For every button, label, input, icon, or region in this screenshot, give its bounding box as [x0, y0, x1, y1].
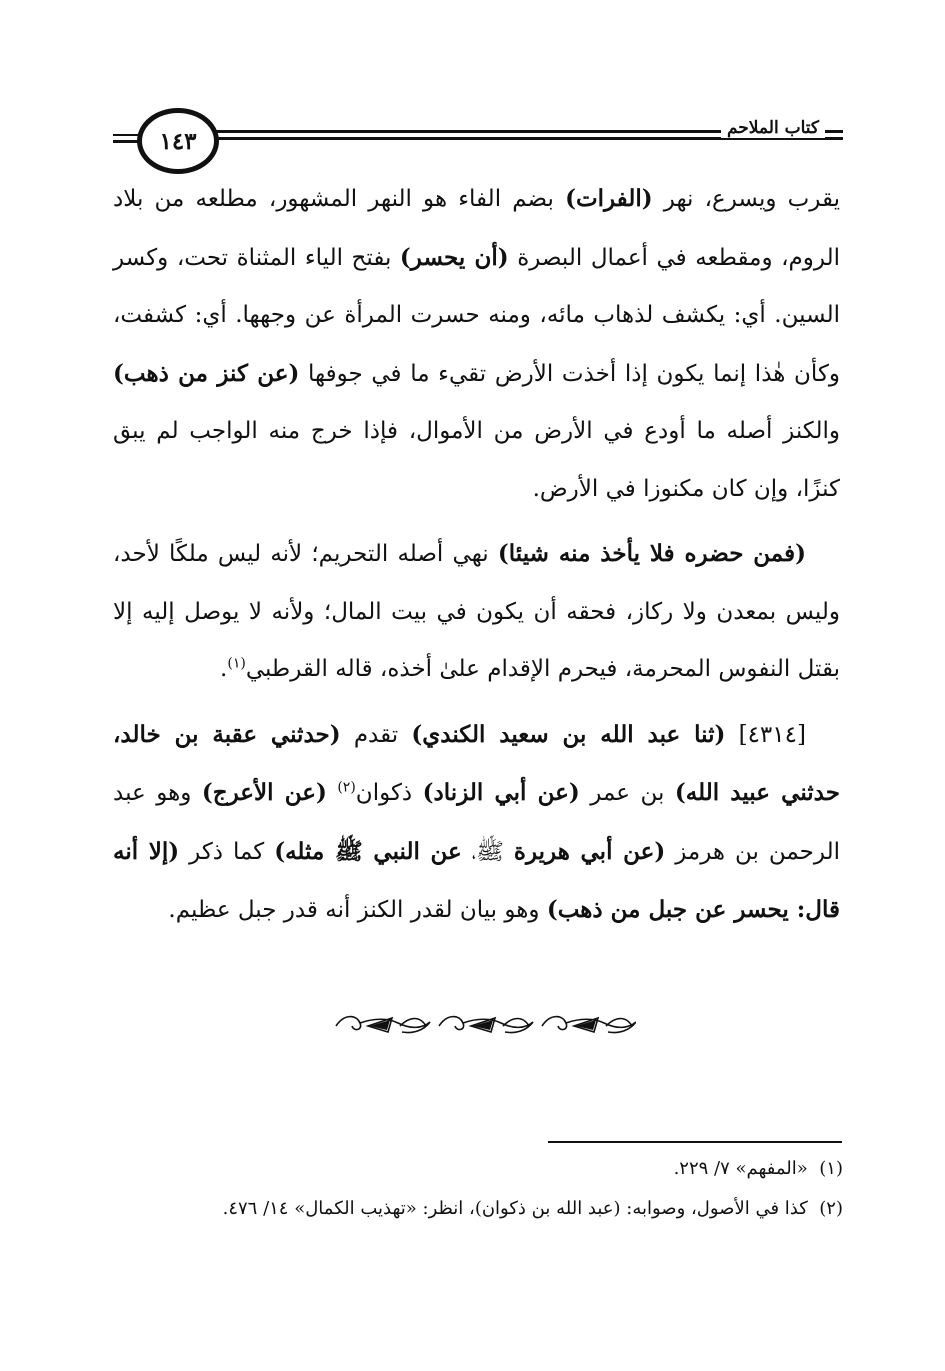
bold-quote: (عن أبي الزناد): [422, 779, 580, 806]
text-run: بضم الفاء هو النهر المشهور، مطلعه من بلاد الروم، ومقطعه في أعمال البصرة: [113, 186, 840, 271]
bold-quote: (عن كنز من ذهب): [113, 359, 300, 387]
page-number: ١٤٣: [159, 127, 197, 155]
bold-quote: (عن الأعرج): [201, 779, 327, 806]
paragraph: [113, 525, 840, 699]
text-run: ذكوان: [355, 780, 423, 806]
text-run: تقدم: [340, 721, 412, 748]
bold-quote: عن النبي ﷺ مثله): [274, 837, 462, 865]
bold-quote: (فمن حضره فلا يأخذ منه شيئا): [497, 540, 806, 567]
paragraph: [113, 170, 840, 518]
footnote-text: كذا في الأصول، وصوابه: (عبد الله بن ذكوان)، انظر: «تهذيب الكمال» ١٤/ ٤٧٦.: [222, 1198, 808, 1219]
text-run: وهو بيان لقدر الكنز أنه قدر جبل عظيم.: [168, 897, 547, 923]
footnote: [113, 1151, 843, 1187]
text-run: بن عمر: [579, 780, 675, 806]
text-run: كما ذكر: [179, 838, 275, 865]
text-run: يقرب ويسرع، نهر: [652, 186, 840, 212]
footnotes: [113, 1151, 843, 1231]
bold-quote: (إلا أنه قال: يحسر عن جبل من ذهب): [113, 837, 840, 923]
text-run: [327, 780, 338, 806]
text-run: ﷺ،: [461, 838, 514, 865]
floral-divider-icon: [330, 1006, 636, 1040]
bold-quote: (عن أبي هريرة: [513, 837, 666, 865]
text-run: والكنز أصله ما أودع في الأرض من الأموال، فإذا خرج منه الواجب لم يبق كنزًا، وإن كان مكنوزا في الأرض.: [113, 418, 840, 502]
text-run: وهو عبد الرحمن بن هرمز: [113, 780, 840, 865]
footnote: [113, 1191, 843, 1227]
page-number-circle: [137, 108, 219, 174]
bold-quote: (حدثني عقبة بن خالد، حدثني عبيد الله): [113, 720, 840, 806]
footnote-ref[interactable]: (١): [227, 655, 246, 672]
running-title: كتاب الملاحم: [721, 118, 825, 138]
footnote-ref[interactable]: (٢): [337, 779, 356, 796]
footnote-separator: [548, 1141, 842, 1143]
hadith-number: [٤٣١٤]: [725, 721, 806, 748]
bold-quote: (ثنا عبد الله بن سعيد الكندي): [411, 720, 726, 748]
text-run: نهي أصله التحريم؛ لأنه ليس ملكًا لأحد، وليس بمعدن ولا ركاز، فحقه أن يكون في بيت المال؛ ولأنه لا يوصل إليه إلا بقتل النفوس المحرمة، فيحرم الإقدام علىٰ أخذه، قاله القرطبي: [113, 541, 840, 682]
bold-quote: (الفرات): [565, 185, 653, 212]
footnote-number: (٢): [819, 1198, 843, 1219]
text-run: .: [220, 656, 228, 682]
text-run: بفتح الياء المثناة تحت، وكسر السين. أي: يكشف لذهاب مائه، ومنه حسرت المرأة عن وجهها. أي: كشفت، وكأن هٰذا إنما يكون إذا أخذت الأرض تقيء ما في جوفها: [113, 244, 840, 387]
paragraph: [113, 706, 840, 940]
bold-quote: (أن يحسر): [399, 243, 509, 271]
footnote-number: (١): [819, 1158, 843, 1179]
body-text: [113, 170, 840, 947]
footnote-text: «المفهم» ٧/ ٢٢٩.: [673, 1158, 808, 1179]
